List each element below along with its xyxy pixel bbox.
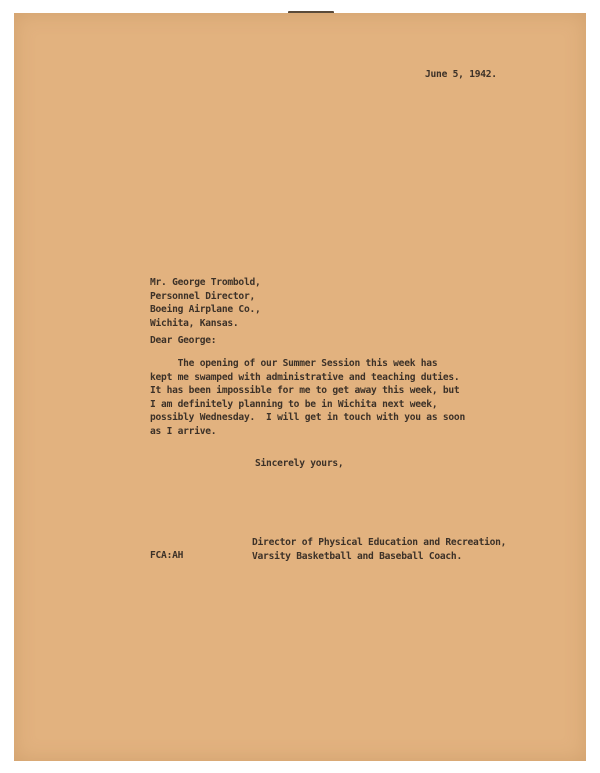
body-line: I am definitely planning to be in Wichita next week,: [150, 398, 438, 410]
letter-date: June 5, 1942.: [425, 69, 497, 80]
body-line: as I arrive.: [150, 425, 217, 437]
salutation: Dear George:: [150, 335, 217, 346]
recipient-address: [150, 276, 261, 330]
recipient-line: Wichita, Kansas.: [150, 317, 239, 329]
body-line: It has been impossible for me to get away this week, but: [150, 385, 460, 396]
body-line: kept me swamped with administrative and teaching duties.: [150, 371, 460, 383]
signer-title-line: Varsity Basketball and Baseball Coach.: [252, 550, 462, 562]
body-line: possibly Wednesday. I will get in touch with you as soon: [150, 412, 465, 423]
signer-title-line: Director of Physical Education and Recreation,: [252, 537, 507, 548]
closing: Sincerely yours,: [255, 458, 344, 469]
reference-initials: FCA:AH: [150, 550, 184, 561]
recipient-line: Boeing Airplane Co.,: [150, 304, 261, 315]
letter-body: [150, 357, 465, 438]
recipient-line: Personnel Director,: [150, 290, 255, 302]
recipient-line: Mr. George Trombold,: [150, 277, 261, 288]
signer-title: [252, 536, 506, 563]
body-line: The opening of our Summer Session this week has: [150, 358, 438, 369]
